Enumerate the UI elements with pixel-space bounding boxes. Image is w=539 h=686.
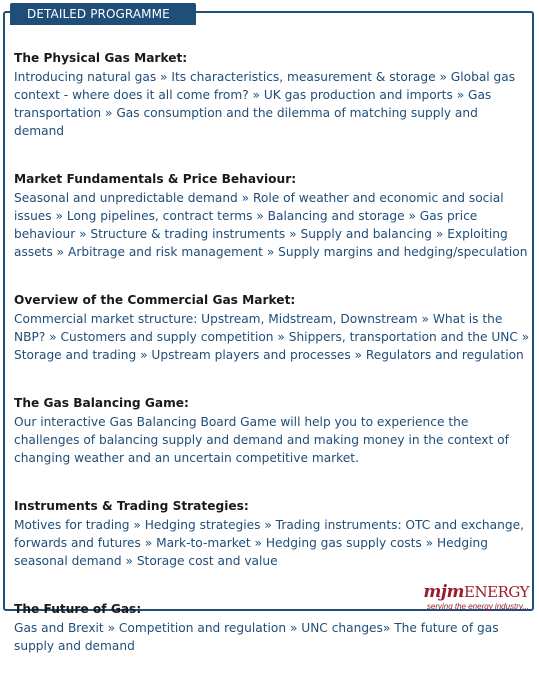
section-title: The Physical Gas Market: (14, 51, 188, 65)
logo-wordmark: mjmENERGY (423, 582, 529, 602)
logo-tagline: serving the energy industry... (426, 602, 529, 611)
section-body: Introducing natural gas » Its characteristics, measurement & storage » Global gas context - where does it all come from? » UK gas production and imports » Gas transportation » Gas consumption and the dilemma of matching supply and demand (14, 70, 516, 138)
programme-tab: DETAILED PROGRAMME (10, 3, 196, 25)
section-title: The Gas Balancing Game: (14, 396, 189, 410)
section-title: Instruments & Trading Strategies: (14, 499, 249, 513)
section-body: Commercial market structure: Upstream, Midstream, Downstream » What is the NBP? » Customers and supply competition » Shippers, transportation and the UNC » Storage and trading » Upstream players and processes » Regulators and regulation (14, 312, 530, 362)
section-body: Motives for trading » Hedging strategies » Trading instruments: OTC and exchange, forwards and futures » Mark-to-market » Hedging gas supply costs » Hedging seasonal demand » Storage cost and value (14, 518, 524, 568)
section-commercial-gas-market (14, 292, 530, 364)
section-title: The Future of Gas: (14, 602, 142, 616)
section-body: Gas and Brexit » Competition and regulation » UNC changes» The future of gas supply and demand (14, 621, 499, 653)
section-gas-balancing-game (14, 395, 530, 467)
mjm-energy-logo (423, 583, 529, 611)
section-market-fundamentals (14, 171, 530, 261)
section-body: Our interactive Gas Balancing Board Game will help you to experience the challenges of balancing supply and demand and making money in the context of changing weather and an uncertain competitive market. (14, 415, 509, 465)
section-title: Market Fundamentals & Price Behaviour: (14, 172, 297, 186)
section-body: Seasonal and unpredictable demand » Role of weather and economic and social issues » Long pipelines, contract terms » Balancing and storage » Gas price behaviour » Structure & trading instruments » Supply and balancing » Exploiting assets » Arbitrage and risk management » Supply margins and hedging/speculation (14, 191, 528, 259)
section-physical-gas-market (14, 50, 530, 140)
section-instruments-trading (14, 498, 530, 570)
section-title: Overview of the Commercial Gas Market: (14, 293, 296, 307)
